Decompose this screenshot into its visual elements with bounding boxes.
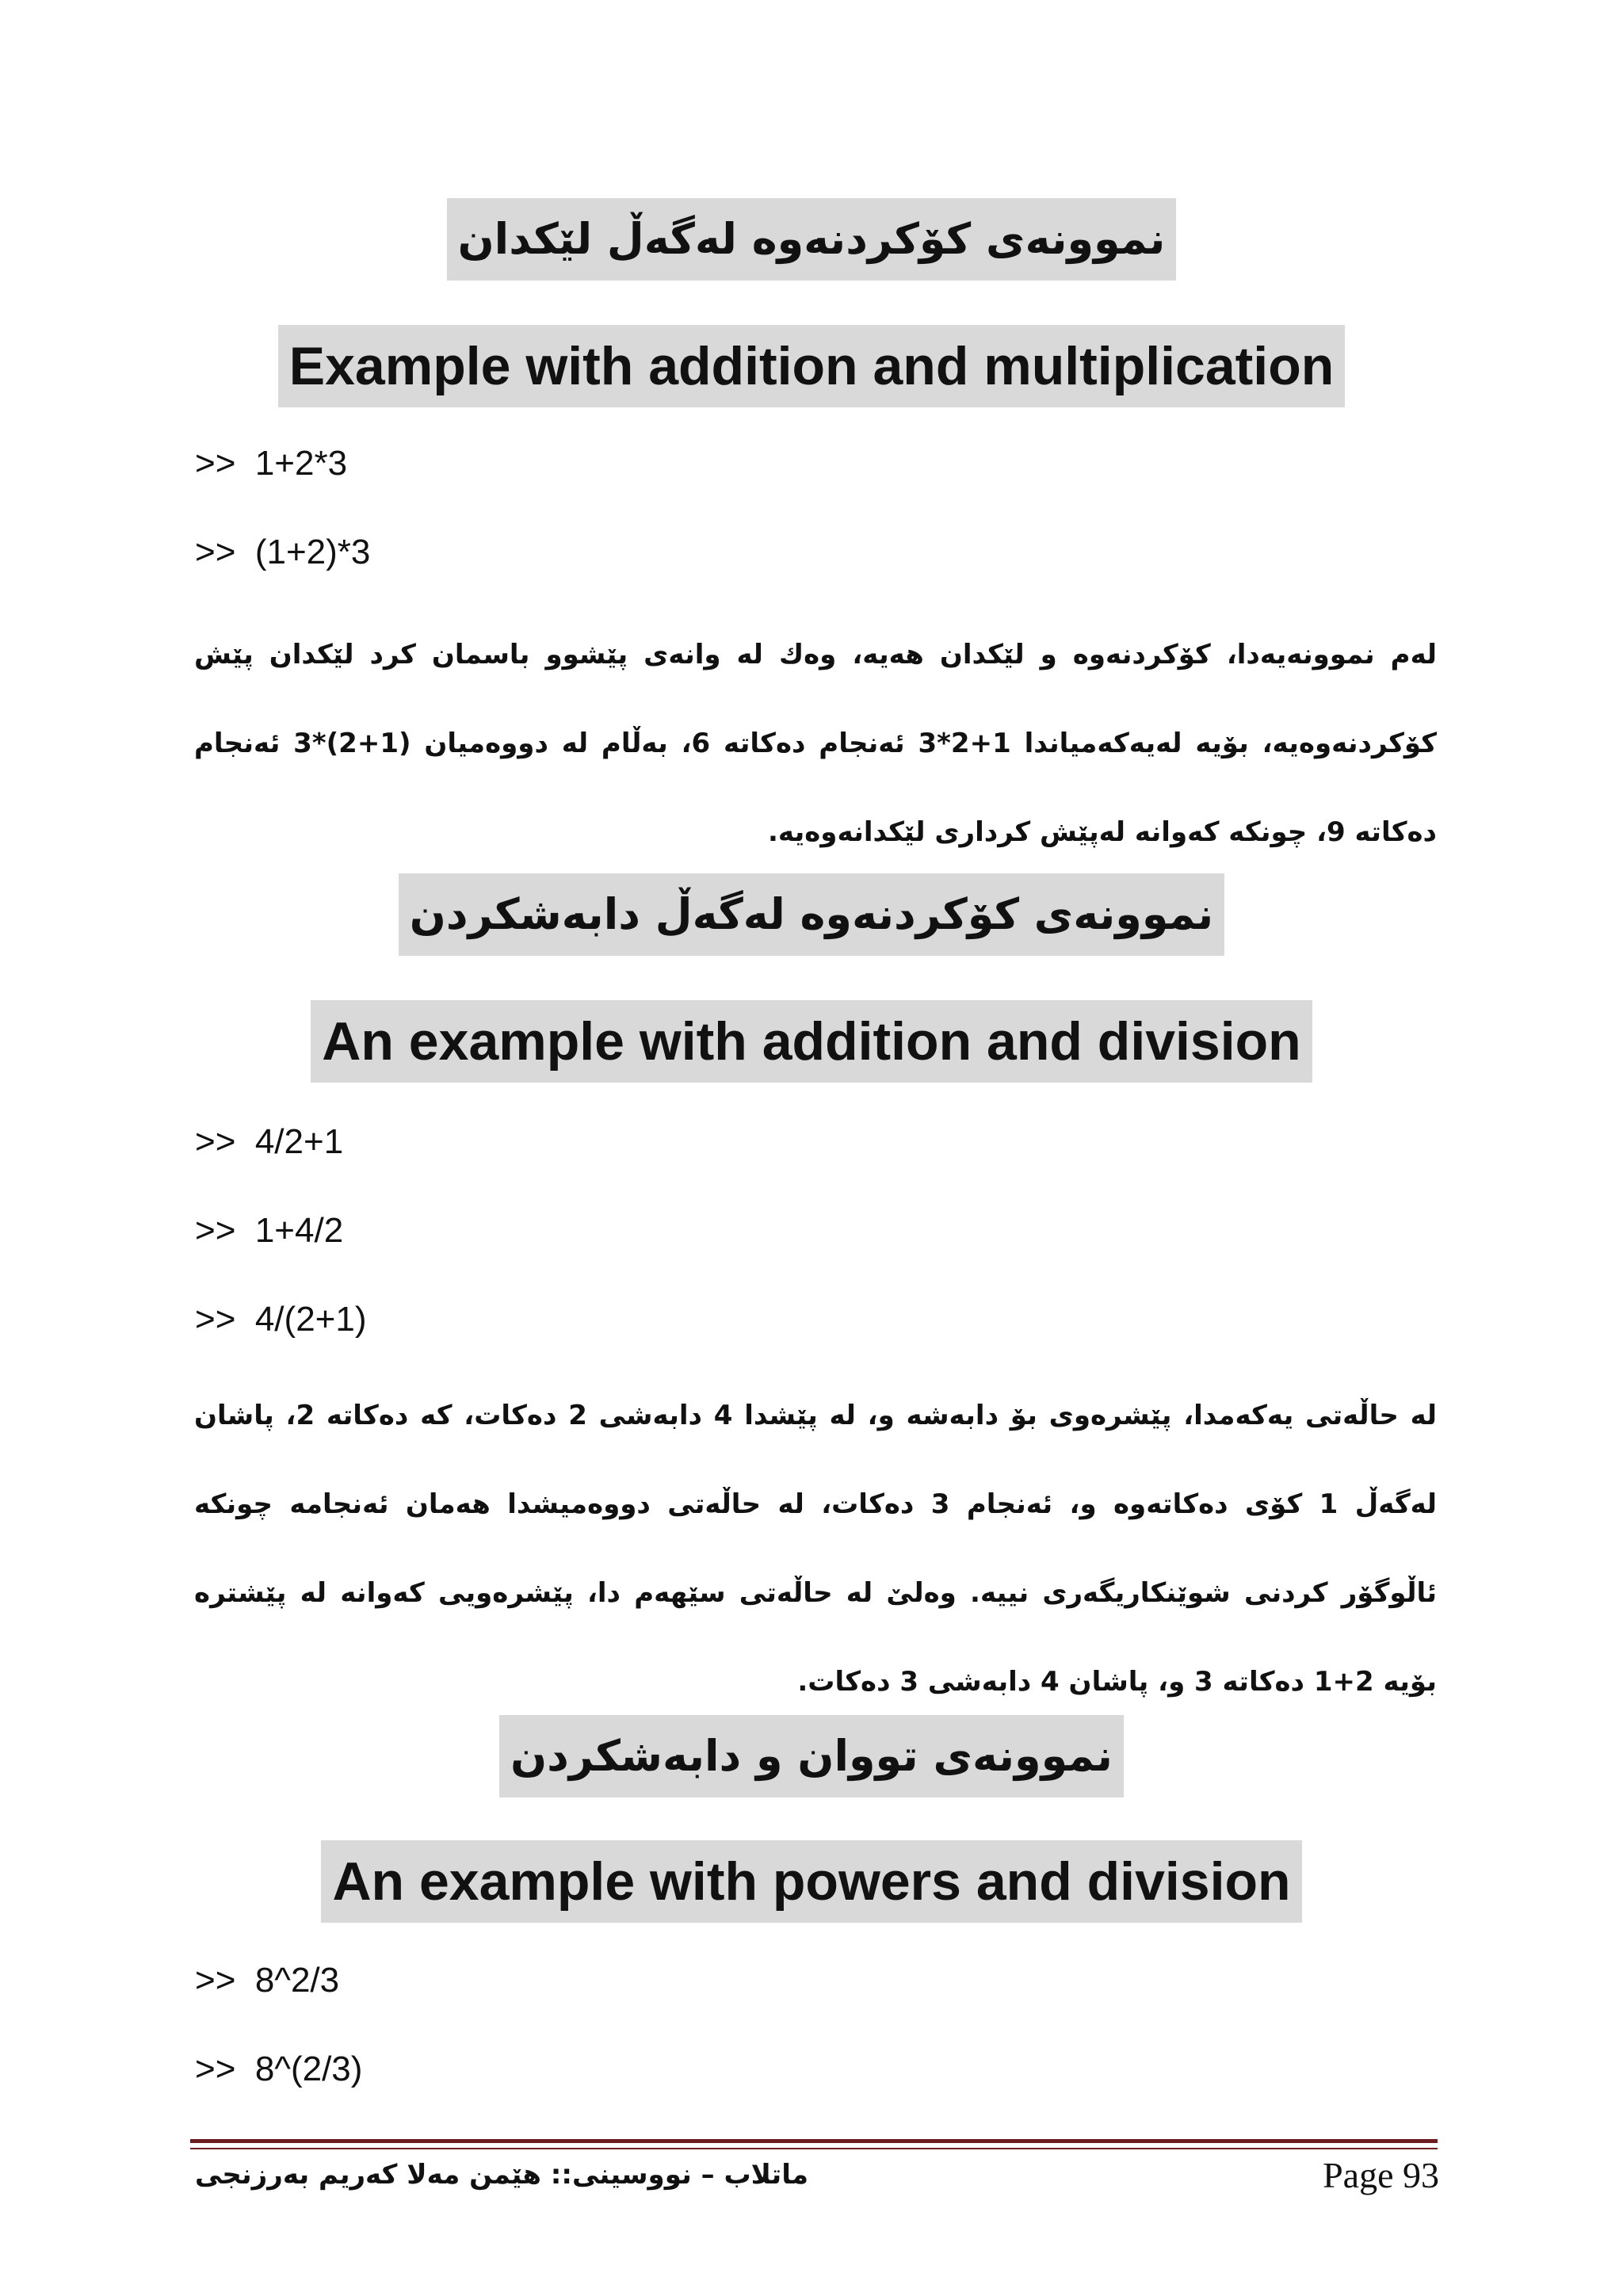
section-1-en-title: Example with addition and multiplication	[278, 325, 1346, 407]
code-line: >> (1+2)*3	[195, 533, 371, 571]
footer-rule-thin	[190, 2148, 1438, 2149]
section-2-en-title-wrap	[0, 1000, 1623, 1083]
section-3-en-title: An example with powers and division	[321, 1840, 1301, 1923]
code-line: >> 4/2+1	[195, 1122, 344, 1161]
section-3-ku-title-wrap	[0, 1715, 1623, 1797]
section-1-en-title-wrap	[0, 325, 1623, 407]
section-1-paragraph: لەم نموونەیەدا، کۆکردنەوە و لێکدان هەیە، وەك لە وانەی پێشوو باسمان کرد لێکدان پێش کۆکردنەوەیە، بۆیە لەیەکەمیاندا 1+2*3 ئەنجام دەکاتە 6، بەڵام لە دووەمیان (1+2)*3 ئەنجام دەکاتە 9، چونکە کەوانە لەپێش کرداری لێکدانەوەیە.	[194, 639, 1437, 848]
code-line: >> 8^(2/3)	[195, 2050, 363, 2088]
footer-rule-thick	[190, 2139, 1438, 2143]
section-2-ku-title-wrap	[0, 873, 1623, 956]
section-2-ku-title: نموونەی کۆکردنەوە لەگەڵ دابەشکردن	[399, 873, 1224, 956]
code-line: >> 4/(2+1)	[195, 1300, 367, 1339]
section-1-ku-title-wrap	[0, 198, 1623, 281]
page-number: Page 93	[1323, 2155, 1439, 2195]
code-line: >> 1+2*3	[195, 444, 348, 483]
code-line: >> 1+4/2	[195, 1211, 344, 1250]
section-2-en-title: An example with addition and division	[311, 1000, 1312, 1083]
footer-author: ماتلاب – نووسینی:: هێمن مەلا کەریم بەرزنجی	[195, 2159, 809, 2191]
section-2-paragraph: لە حاڵەتی یەکەمدا، پێشرەوی بۆ دابەشە و، لە پێشدا 4 دابەشی 2 دەکات، کە دەکاتە 2، پاشان لەگەڵ 1 کۆی دەکاتەوە و، ئەنجام 3 دەکات، لە حاڵەتی دووەمیشدا هەمان ئەنجامە چونکە ئاڵوگۆر کردنی شوێنکاریگەری نییە. وەلێ لە حاڵەتی سێهەم دا، پێشرەویی کەوانە لە پێشترە بۆیە 2+1 دەکاتە 3 و، پاشان 4 دابەشی 3 دەکات.	[194, 1400, 1437, 1698]
section-3-ku-title: نموونەی تووان و دابەشکردن	[499, 1715, 1124, 1797]
section-3-en-title-wrap	[0, 1840, 1623, 1923]
section-1-ku-title: نموونەی کۆکردنەوە لەگەڵ لێکدان	[447, 198, 1177, 281]
code-line: >> 8^2/3	[195, 1961, 340, 2000]
